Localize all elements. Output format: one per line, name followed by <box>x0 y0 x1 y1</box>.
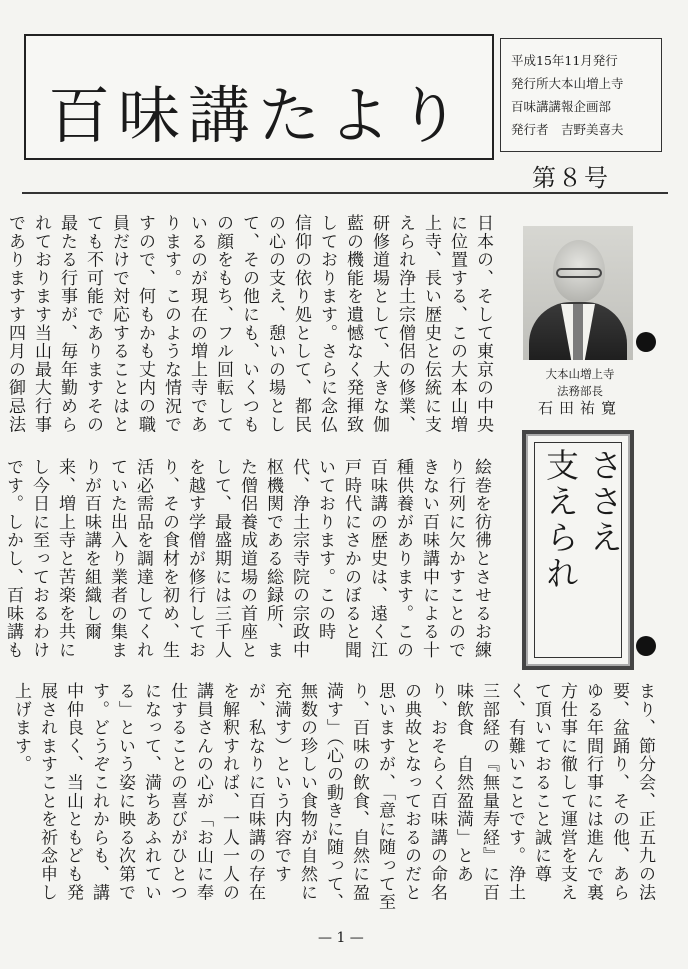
publication-info <box>500 38 662 152</box>
publication-line3: 百味講講報企画部 <box>511 99 612 114</box>
binder-hole-top <box>636 332 656 352</box>
article-middle: 絵巻を彷彿とさせるお練り行列に欠かすことのできない百味講中による十種供養があります。この百味講の歴史は、遠く江戸時代にさかのぼると聞いております。この時代、浄土宗寺院の宗政中枢機関である総録所、また僧侶養成道場の首座として、最盛期には三千人を越す学僧が修行しており、その食材を初め、生活必需品を調達してくれていた出入り業者の集まりが百味講を組織し爾来、増上寺と苦楽を共にし今日に至っておるわけです。しかし、百味講も <box>3 458 491 660</box>
publication-line2: 発行所大本山増上寺 <box>511 76 624 91</box>
panel-headline-1: ささえ <box>585 448 624 556</box>
caption-line1: 大本山増上寺 <box>545 367 615 381</box>
caption-line2: 法務部長 <box>557 384 603 398</box>
article-bottom: まり、節分会、正五九の法要、盆踊り、その他、あらゆる年間行事には進んで裏方仕事に徹して運営を支えて頂いておること誠に尊く、有難いことです。浄土三部経の『無量寿経』に百味飲食 自然盈満」とあり、おそらく百味講の命名の典故となっておるのだと思いますが、「意に随って至り、百味の飲食、自然に盈満す」（心の動きに随って、無数の珍しい食物が自然に充満す）という内容ですが、私なりに百味講の存在を解釈すれば、一人一人の講員さんの心が「お山に奉仕することの喜びがひとつになって、満ちあふれている」という姿に映る次第です。どうぞこれからも、講中仲良く、当山ともども発展されますことを祈念申し上げます。 <box>11 682 655 912</box>
header-divider <box>22 192 668 194</box>
article-top: 日本の、そして東京の中央に位置する、この大本山増上寺、長い歴史と伝統に支えられ浄土宗僧侶の修業、研修道場として、大きな伽藍の機能を遺憾なく発揮致しております。さらに念仏信仰の依り処として、都民の心の支え、憩いの場として、その他にも、いくつもの顔をもち、フル回転しているのが現在の増上寺であります。このような情況ですので、何もかも丈内の職員だけで対応することはとても不可能でありますその最たる行事が、毎年勤められております当山最大行事でありますす四月の御忌法 <box>5 214 493 434</box>
panel-headline-2: 支えられ <box>541 448 580 592</box>
publication-line4: 発行者 吉野美喜夫 <box>511 122 624 137</box>
publication-line1: 平成15年11月発行 <box>511 53 618 68</box>
binder-hole-bottom <box>636 636 656 656</box>
issue-number: 第８号 <box>532 164 610 192</box>
page-number: — 1 — <box>318 930 364 946</box>
caption-name: 石田祐寛 <box>537 399 622 417</box>
newsletter-title: 百味講たより <box>48 79 469 152</box>
glasses-shape <box>556 268 602 278</box>
headline-panel <box>522 430 634 670</box>
masthead <box>24 34 494 160</box>
portrait-caption <box>518 366 642 417</box>
portrait-photo <box>523 226 633 360</box>
